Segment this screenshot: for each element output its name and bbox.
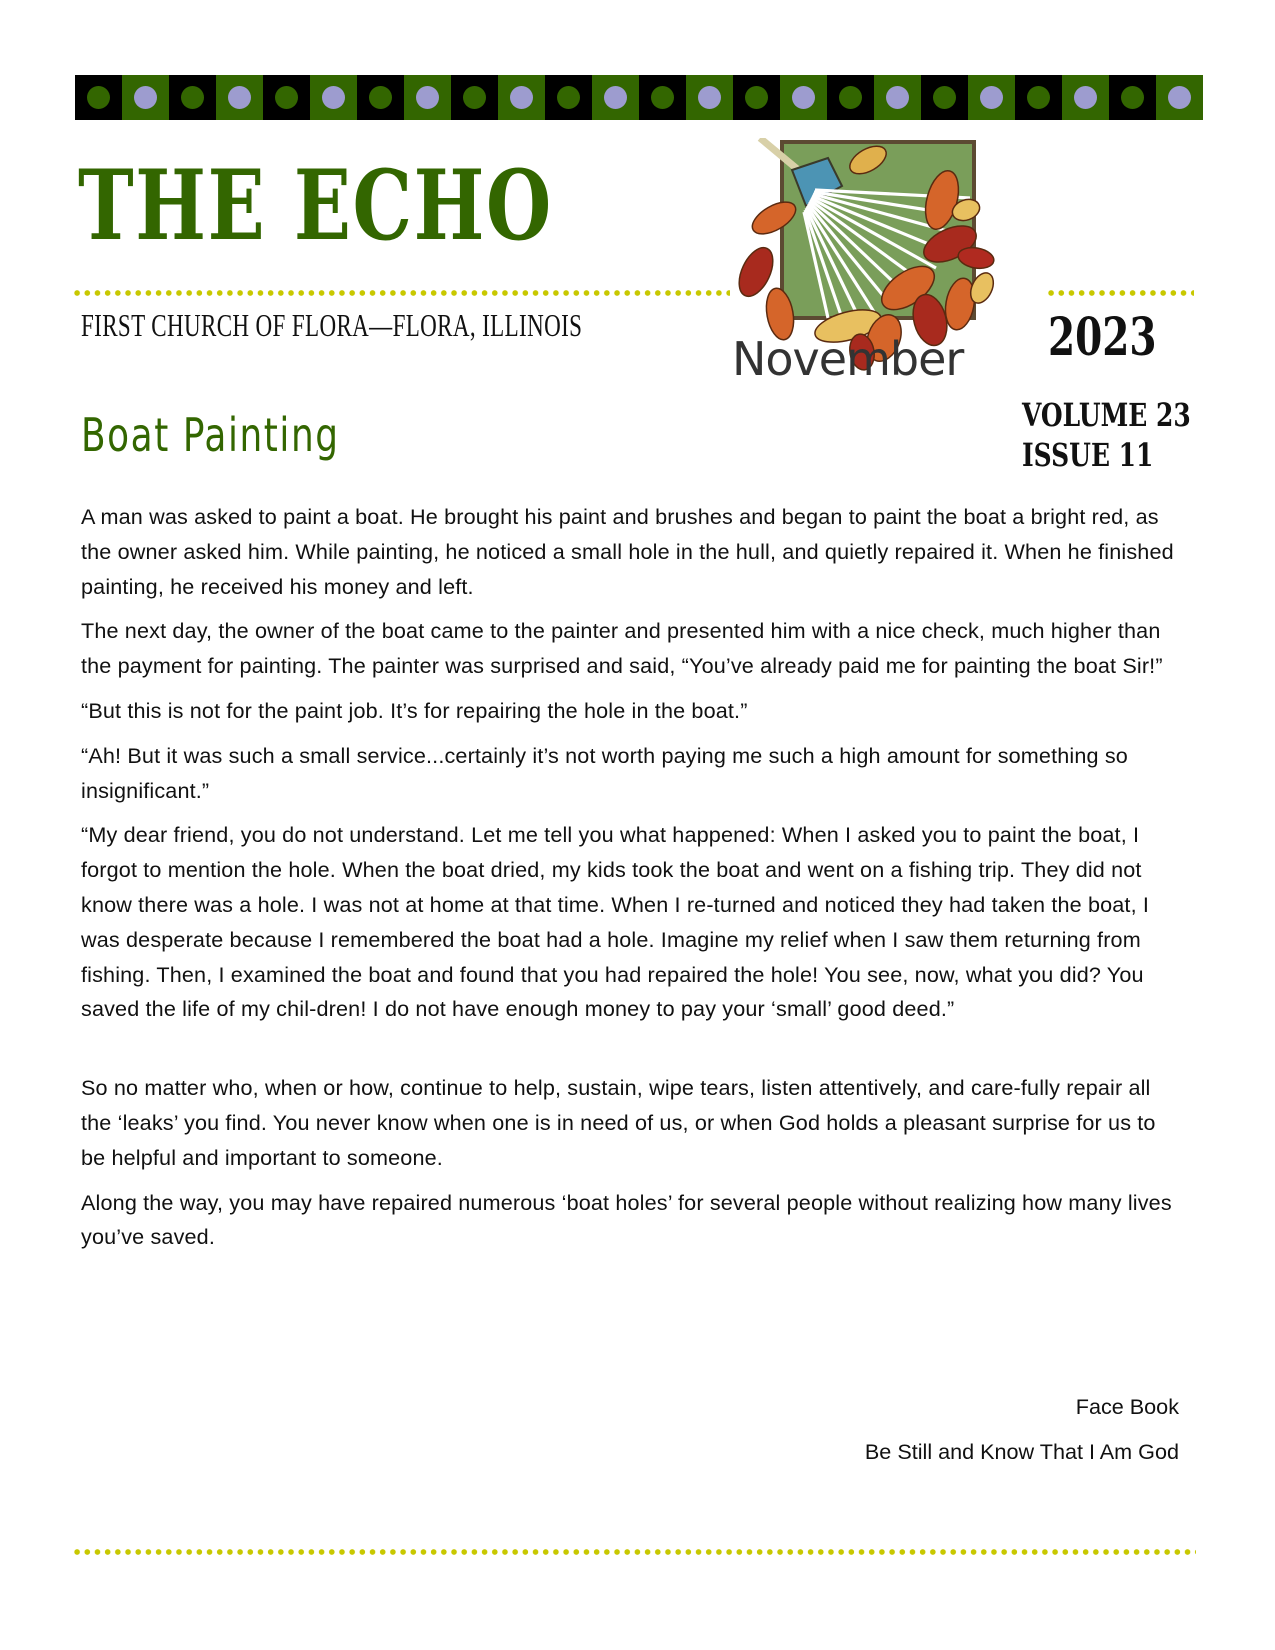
circle-dot-icon (1074, 86, 1097, 109)
checker-cell (686, 75, 733, 120)
circle-dot-icon (1168, 86, 1191, 109)
circle-dot-icon (510, 86, 533, 109)
volume-issue-block (1022, 395, 1191, 475)
decorative-checker-bar (75, 75, 1203, 120)
checker-cell (1156, 75, 1203, 120)
circle-dot-icon (604, 86, 627, 109)
checker-cell (968, 75, 1015, 120)
checker-cell (592, 75, 639, 120)
volume-number: VOLUME 23 (1022, 396, 1191, 434)
checker-cell (310, 75, 357, 120)
checker-cell (404, 75, 451, 120)
article-paragraph: “Ah! But it was such a small service...certainly it’s not worth paying me such a high amount for something so insignificant.” (81, 742, 1128, 803)
article-source: Face Book (1075, 1394, 1179, 1419)
article-paragraph: “My dear friend, you do not understand. Let me tell you what happened: When I asked you to paint the boat, I forgot to mention the hole. When the boat dried, my kids took the boat and went on a fishing trip. They did not know there was a hole. I was not at home at that time. When I re-turned and noticed they had taken the boat, I was desperate because I remembered the boat had a hole. Imagine my relief when I saw them returning from fishing. Then, I examined the boat and found that you had repaired the hole! You see, now, what you did? You saved the life of my chil-dren! I do not have enough money to pay your ‘small’ good deed.” (81, 822, 1150, 1022)
circle-dot-icon (134, 86, 157, 109)
circle-dot-icon (792, 86, 815, 109)
circle-dot-icon (557, 86, 580, 109)
issue-year: 2023 (1048, 307, 1157, 368)
checker-cell (169, 75, 216, 120)
month-label: November (732, 332, 964, 386)
checker-cell (216, 75, 263, 120)
circle-dot-icon (1121, 86, 1144, 109)
circle-dot-icon (228, 86, 251, 109)
checker-cell (780, 75, 827, 120)
checker-cell (75, 75, 122, 120)
circle-dot-icon (651, 86, 674, 109)
article-paragraph: The next day, the owner of the boat came to the painter and presented him with a nice check, much higher than the payment for painting. The painter was surprised and said, “You’ve already paid me for painting the boat Sir!” (81, 618, 1163, 679)
article-paragraph: “But this is not for the paint job. It’s for repairing the hole in the boat.” (81, 697, 748, 723)
checker-cell (874, 75, 921, 120)
checker-cell (498, 75, 545, 120)
checker-cell (357, 75, 404, 120)
article-paragraph: A man was asked to paint a boat. He brought his paint and brushes and began to paint the boat a bright red, as the owner asked him. While painting, he noticed a small hole in the hull, and quietly repaired it. When he finished painting, he received his money and left. (81, 504, 1174, 599)
circle-dot-icon (463, 86, 486, 109)
circle-dot-icon (181, 86, 204, 109)
article-paragraph: So no matter who, when or how, continue to help, sustain, wipe tears, listen attentively, and care-fully repair all the ‘leaks’ you find. You never know when one is in need of us, or when God holds a pleasant surprise for us to be helpful and important to someone. (81, 1075, 1156, 1170)
checker-cell (733, 75, 780, 120)
checker-cell (1062, 75, 1109, 120)
checker-cell (545, 75, 592, 120)
article-body (81, 500, 1181, 1265)
circle-dot-icon (369, 86, 392, 109)
article-title: Boat Painting (81, 408, 340, 462)
circle-dot-icon (275, 86, 298, 109)
checker-cell (263, 75, 310, 120)
circle-dot-icon (745, 86, 768, 109)
circle-dot-icon (933, 86, 956, 109)
checker-cell (1109, 75, 1156, 120)
checker-cell (122, 75, 169, 120)
circle-dot-icon (1027, 86, 1050, 109)
dotted-divider-bottom (72, 1548, 1196, 1556)
checker-cell (827, 75, 874, 120)
circle-dot-icon (698, 86, 721, 109)
article-credits (865, 1390, 1179, 1480)
circle-dot-icon (322, 86, 345, 109)
checker-cell (451, 75, 498, 120)
checker-cell (921, 75, 968, 120)
circle-dot-icon (416, 86, 439, 109)
article-paragraph: Along the way, you may have repaired numerous ‘boat holes’ for several people without realizing how many lives you’ve saved. (81, 1189, 1172, 1250)
circle-dot-icon (886, 86, 909, 109)
circle-dot-icon (980, 86, 1003, 109)
issue-number: ISSUE 11 (1022, 436, 1154, 474)
circle-dot-icon (839, 86, 862, 109)
newsletter-title: THE ECHO (78, 149, 553, 262)
church-name-subtitle: FIRST CHURCH OF FLORA—FLORA, ILLINOIS (81, 307, 583, 343)
closing-verse: Be Still and Know That I Am God (864, 1438, 1179, 1464)
checker-cell (1015, 75, 1062, 120)
circle-dot-icon (87, 86, 110, 109)
checker-cell (639, 75, 686, 120)
dotted-divider-left (72, 289, 730, 297)
dotted-divider-right (1046, 289, 1194, 297)
